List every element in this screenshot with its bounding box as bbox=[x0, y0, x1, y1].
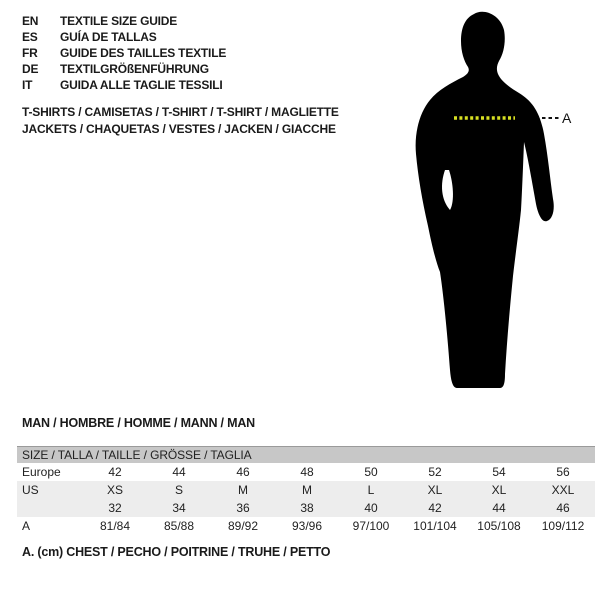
table-row-label: A bbox=[22, 519, 31, 533]
table-cell: 101/104 bbox=[413, 519, 457, 533]
table-cell: 38 bbox=[300, 501, 314, 515]
section-title-man: MAN / HOMBRE / HOMME / MANN / MAN bbox=[22, 416, 255, 430]
table-cell: 42 bbox=[108, 465, 122, 479]
table-cell: 52 bbox=[428, 465, 442, 479]
measurement-label-a: A bbox=[562, 110, 572, 126]
language-list bbox=[22, 13, 226, 93]
table-cell: L bbox=[367, 483, 375, 497]
table-cell: 42 bbox=[428, 501, 442, 515]
size-table bbox=[17, 446, 595, 535]
table-row-label: Europe bbox=[22, 465, 61, 479]
table-cell: 36 bbox=[236, 501, 250, 515]
table-cell: XXL bbox=[551, 483, 575, 497]
table-cell: 44 bbox=[172, 465, 186, 479]
table-cell: 34 bbox=[172, 501, 186, 515]
table-cell: 46 bbox=[556, 501, 570, 515]
table-cell: 109/112 bbox=[541, 519, 585, 533]
table-row-us-numeric bbox=[17, 499, 595, 517]
size-table-header: SIZE / TALLA / TAILLE / GRÖSSE / TAGLIA bbox=[17, 446, 595, 463]
table-row-europe bbox=[17, 463, 595, 481]
table-cell: 81/84 bbox=[99, 519, 131, 533]
language-row bbox=[22, 45, 226, 61]
table-row-us bbox=[17, 481, 595, 499]
table-cell: 85/88 bbox=[163, 519, 195, 533]
table-cell: XL bbox=[491, 483, 507, 497]
table-cell: 40 bbox=[364, 501, 378, 515]
category-jackets: JACKETS / CHAQUETAS / VESTES / JACKEN / GIACCHE bbox=[22, 122, 336, 136]
table-cell: 105/108 bbox=[477, 519, 521, 533]
table-cell: 44 bbox=[492, 501, 506, 515]
language-code: IT bbox=[22, 78, 33, 92]
table-cell: 54 bbox=[492, 465, 506, 479]
language-code: DE bbox=[22, 62, 39, 76]
man-silhouette-icon bbox=[410, 8, 578, 392]
table-cell: 46 bbox=[236, 465, 250, 479]
table-cell: 97/100 bbox=[352, 519, 390, 533]
footnote-chest-measurement: A. (cm) CHEST / PECHO / POITRINE / TRUHE / PETTO bbox=[22, 545, 331, 559]
table-row-label bbox=[17, 499, 83, 517]
language-row bbox=[22, 61, 226, 77]
language-row bbox=[22, 77, 226, 93]
table-cell: M bbox=[302, 483, 312, 497]
language-row bbox=[22, 13, 226, 29]
table-cell: XL bbox=[427, 483, 443, 497]
language-code: FR bbox=[22, 46, 38, 60]
table-cell: 50 bbox=[364, 465, 378, 479]
category-tshirts: T-SHIRTS / CAMISETAS / T-SHIRT / T-SHIRT / MAGLIETTE bbox=[22, 105, 339, 119]
man-figure bbox=[410, 8, 578, 392]
language-label: TEXTILE SIZE GUIDE bbox=[60, 14, 178, 28]
language-label: GUÍA DE TALLAS bbox=[60, 30, 157, 44]
language-label: GUIDE DES TAILLES TEXTILE bbox=[60, 46, 227, 60]
table-row-label: US bbox=[22, 483, 39, 497]
table-row-chest-a bbox=[17, 517, 595, 535]
table-cell: 93/96 bbox=[291, 519, 323, 533]
table-cell: 32 bbox=[108, 501, 122, 515]
category-list bbox=[22, 104, 339, 138]
language-code: EN bbox=[22, 14, 39, 28]
table-cell: 48 bbox=[300, 465, 314, 479]
language-label: GUIDA ALLE TAGLIE TESSILI bbox=[60, 78, 223, 92]
language-label: TEXTILGRÖßENFÜHRUNG bbox=[60, 62, 209, 76]
table-cell: XS bbox=[106, 483, 123, 497]
language-row bbox=[22, 29, 226, 45]
table-cell: S bbox=[174, 483, 183, 497]
table-cell: 89/92 bbox=[227, 519, 259, 533]
table-cell: 56 bbox=[556, 465, 570, 479]
table-cell: M bbox=[238, 483, 248, 497]
language-code: ES bbox=[22, 30, 38, 44]
